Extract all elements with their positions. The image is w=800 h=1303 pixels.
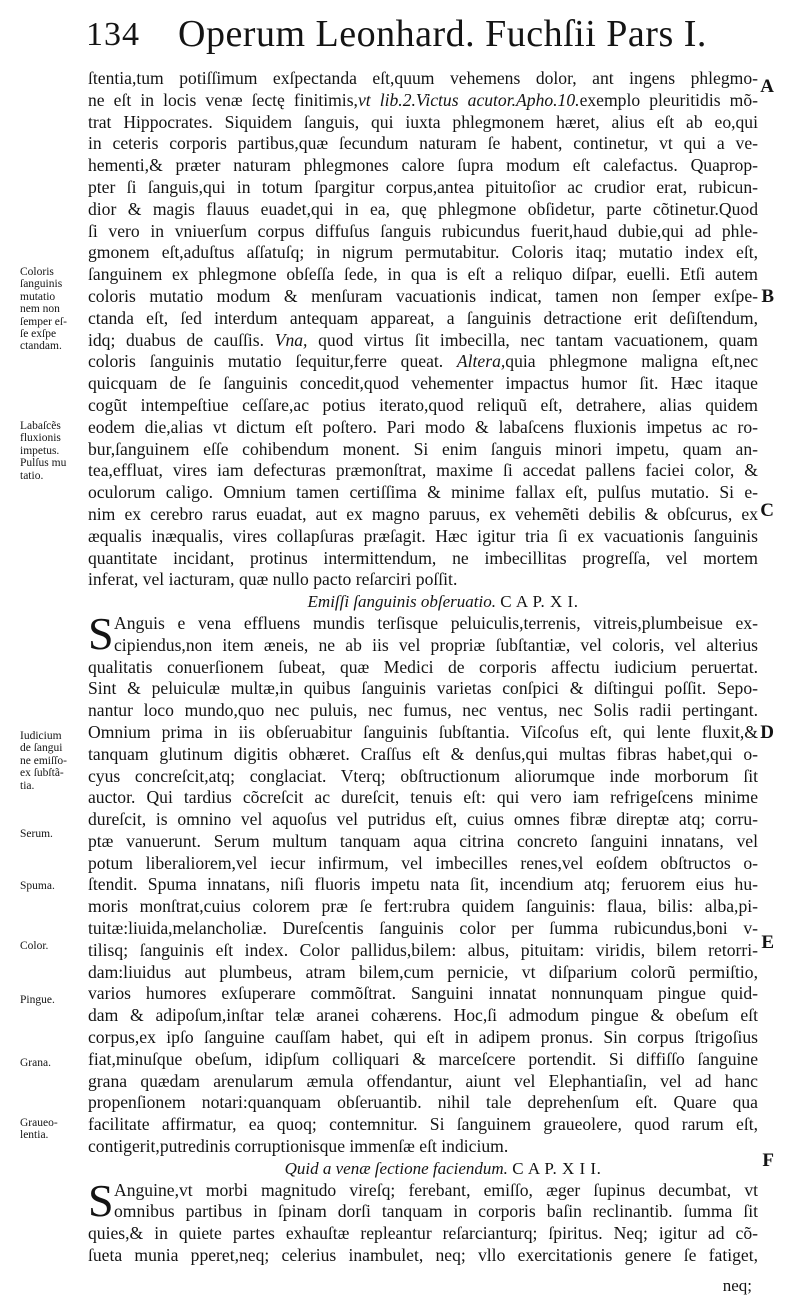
section-letter-b: B (761, 286, 774, 307)
text-line: ptæ vanuerunt. Serum multum tanquam aqua citrina concreto ſanguini innatans, vel (88, 830, 758, 851)
text-line: Sint & peluiculæ multæ,in quibus ſanguinis varietas conſpici & diſtingui poſſit. Sepo- (88, 678, 758, 699)
margin-note-coloris: Coloris ſanguinis mutatio nem non ſemper eſ- ſe exſpe ctandam. (20, 266, 67, 353)
page-header (86, 12, 706, 68)
chapter-heading-12: Quid a venæ ſectione faciendum. C A P. X I I. (284, 1158, 602, 1178)
margin-note-iudicium: Iudicium de ſangui ne emiſſo- ex ſubſtã- tia. (20, 730, 67, 792)
text-line: propenſionem notari:quanquam obſeruantib. nihil tale deprehenſum eſt. Quare qua (88, 1092, 758, 1113)
text-line: dureſcit, is omnino vel aquoſus vel putridus eſt, cuius omnes fibræ direptæ atq; corru- (88, 809, 758, 830)
text-line: trat Hippocrates. Siquidem ſanguis, qui iuxta phlegmonem hæret, alius eſt ab eo,qui (88, 111, 758, 132)
text-line: æqualis inæqualis, vires collapſuras præſagit. Hæc igitur tria ſi ex vacuationis ſanguinis (88, 525, 758, 546)
drop-cap: S (88, 612, 114, 657)
text-line: cogũt intempeſtiue ceſſare,ac potius iterato,quod reliquũ eſt, detrahere, alias quidem (88, 394, 758, 415)
chapter-12-opening (88, 1180, 758, 1224)
text-line: gmonem eſt,aduſtus aſſatuſq; in nigrum permutabitur. Coloris itaq; mutatio index eſt, (88, 242, 758, 263)
text-line: cyus concreſcit,atq; conglaciat. Vterq; obſtructionum aliorumque inde morborum ſit (88, 765, 758, 786)
reference: vt lib.2.Victus acutor.Apho.10. (357, 89, 580, 110)
text-line: coloris mutatio modum & menſuram vacuationis indicat, tamen non ſemper exſpe- (88, 285, 758, 306)
text-line: quicquam de ſe ſanguinis concedit,quod vehementer impactus humor ſit. Hæc itaque (88, 373, 758, 394)
text-line: coloris ſanguinis mutatio ſequitur,ferre queat. Altera,quia phlegmone maligna eſt,nec (88, 351, 758, 372)
page-number: 134 (86, 16, 140, 53)
text-line: ſtentia,tum potiſſimum exſpectanda eſt,quum vehemens dolor, ant ingens phlegmo- (88, 68, 758, 88)
section-letter-c: C (760, 500, 774, 521)
text-line: nantur loco mundo,quo nec puluis, nec fumus, nec ventus, nec Solis radii pertingant. (88, 700, 758, 721)
text-line: varios humores exſuperare commõſtrat. Sanguini innatat nonnunquam pingue quid- (88, 983, 758, 1004)
text-line: ſi vero in vniuerſum corpus diffuſus ſanguis rubicundus fuerit,haud dubie,qui ad phle- (88, 220, 758, 241)
section-letter-f: F (762, 1150, 774, 1171)
text-line: cipiendus,non item æneis, ne ab iis vel propriæ ſubſtantiæ, vel coloris, vel alterius (114, 634, 758, 655)
text-line: corpus,ex ipſo ſanguine cauſſam habet, qui eſt in adipem pronus. Sin corpus ſtrigoſius (88, 1027, 758, 1048)
text-line: ſanguinem ex phlegmone obſeſſa ſede, in qua is eſt a reliquo diſpar, euelli. Etſi autem (88, 264, 758, 285)
text-line: quantitate incidant, protinus intermittendum, ne imbecillitas progreſſa, vel mortem (88, 547, 758, 568)
text-line: dam:liuidus aut plumbeus, atram bilem,cum pernicie, vt diſparium colorũ permiſtio, (88, 961, 758, 982)
text-line: idq; duabus de cauſſis. Vna, quod virtus ſit imbecilla, nec tantam vacuationem, quam (88, 329, 758, 350)
chapter-heading-11: Emiſſi ſanguinis obſeruatio. C A P. X I. (307, 592, 579, 612)
text-line: dam & adipoſum,inſtar telæ aranei cohærens. Hoc,ſi admodum pingue & obeſum eſt (88, 1005, 758, 1026)
section-letter-a: A (760, 76, 774, 97)
text-line: moris monſtrat,cuius colorem præ ſe fert:rubra quidem ſanguinis: flaua, bilis: alba,pi- (88, 896, 758, 917)
text-line: qualitatis conuerſionem ſubeat, quæ Medici de corporis affectu iudicium peruertat. (88, 656, 758, 677)
text-line: in ceteris corporis partibus,quæ ſecundum naturam ſe habent, continetur, vt qui a ve- (88, 133, 758, 154)
text-line: Omnium prima in iis obſeruabitur ſanguinis ſubſtantia. Viſcoſus eſt, qui lente fluxit,& (88, 721, 758, 742)
text-line: nim ex cerebro rarus euadat, aut ex magno paruus, ex vehemẽti debilis & obſcurus, ex (88, 503, 758, 524)
section-letter-e: E (761, 932, 774, 953)
text-line: tanquam glutinum digitis obhæret. Craſſus eſt & denſus,qui multas fibras habet,qui o- (88, 743, 758, 764)
text-line: tuitæ:liuida,melancholiæ. Dureſcentis ſanguinis color per ſumma rubicundus,boni v- (88, 918, 758, 939)
main-text (88, 68, 758, 1267)
text-line: potum liberaliorem,vel iecur infirmum, vel imbecilles renes,vel eoſdem obſtructos o- (88, 852, 758, 873)
text-line: dior & magis flauus euadet,qui in ea, quę phlegmone obſidetur, parte cõtinetur.Quod (88, 198, 758, 219)
text-line: Anguis e vena effluens mundis terſisque peluiculis,terrenis, vitreis,plumbeisue ex- (114, 612, 758, 633)
text-line: bur,ſanguinem eſſe cohibendum monent. Si enim ſanguis minori impetu, quam an- (88, 438, 758, 459)
text-line: oculorum caligo. Omnium tamen certiſſima & minime fallax eſt, pulſus mutatio. Si e- (88, 482, 758, 503)
text-line: eodem die,alias vt dictum eſt poſtero. Pari modo & labaſcens fluxionis impetus ac ro- (88, 416, 758, 437)
text-line: quies,& in quiete partes exhauſtæ repleantur reſarcianturq; ſpiritus. Neq; igitur ad cõ- (88, 1223, 758, 1244)
text-line: omnibus partibus in ſpinam dorſi tanquam in corporis baſin reclinantib. ſumma ſit (114, 1201, 758, 1222)
chapter-11-opening (88, 613, 758, 657)
drop-cap: S (88, 1179, 114, 1224)
text-line: ne eſt in locis venæ ſectę finitimis,vt lib.2.Victus acutor.Apho.10.exemplo pleuritidis mõ- (88, 89, 758, 110)
text-line: Anguine,vt morbi magnitudo vireſq; ferebant, emiſſo, æger ſupinus decumbat, vt (114, 1179, 758, 1200)
text-line: inferat, vel iacturam, quæ nullo pacto reſarciri poſſit. (88, 569, 458, 590)
text-line: ſueta munia pperet,neq; celerius inambulet, neq; vllo exercitationis genere ſe fatiget, (88, 1245, 758, 1266)
text-line: facilitate affirmatur, ea quoq; contemnitur. Si ſanguinem graueolere, quod rarum eſt, (88, 1114, 758, 1135)
text-line: contigerit,putredinis corruptionisque immenſæ eſt indicium. (88, 1136, 509, 1157)
margin-note-color: Color. (20, 940, 49, 952)
text-line: ctanda eſt, ſed interdum antequam appareat, a ſanguinis detractione erit deſiſtendum, (88, 307, 758, 328)
running-title: Operum Leonhard. Fuchſii Pars I. (178, 13, 707, 55)
text-line: fiat,minuſque obeſum, idipſum colliquari & marceſcere portendit. Si diffiſſo ſanguine (88, 1048, 758, 1069)
text-line: pter ſi ſanguis,qui in totum ſpargitur corpus,antea pituitoſior ac crudior erat, rubicun- (88, 176, 758, 197)
catchword: neq; (722, 1276, 752, 1295)
margin-note-serum: Serum. (20, 828, 53, 840)
text-line: grana quædam arenularum æmula offendantur, aiunt vel Elephantiaſin, vel ad hanc (88, 1070, 758, 1091)
text-line: ſtendit. Spuma innatans, niſi fluoris impetu nata ſit, incendium atq; feruorem eius hu- (88, 874, 758, 895)
margin-note-grana: Grana. (20, 1057, 51, 1069)
margin-note-graueolentia: Graueo- lentia. (20, 1117, 58, 1142)
section-letter-d: D (760, 722, 774, 743)
margin-note-pingue: Pingue. (20, 994, 55, 1006)
text-line: tilisq; ſanguinis eſt index. Color pallidus,bilem: albus, pituitam: viridis, bilem retorri- (88, 939, 758, 960)
text-line: hementi,& præter naturam phlegmones calore ſupra modum eſt calefactus. Quaprop- (88, 155, 758, 176)
margin-note-labascens: Labaſcẽs fluxionis impetus. Pulſus mu tatio. (20, 420, 67, 482)
text-line: tea,effluat, vires iam defecturas præmonſtrat, maxime ſi accedat pallens faciei color, & (88, 460, 758, 481)
margin-note-spuma: Spuma. (20, 880, 55, 892)
text-line: auctor. Qui tardius cõcreſcit ac dureſcit, tenuis eſt: qui vero iam refrigeſcens minime (88, 787, 758, 808)
